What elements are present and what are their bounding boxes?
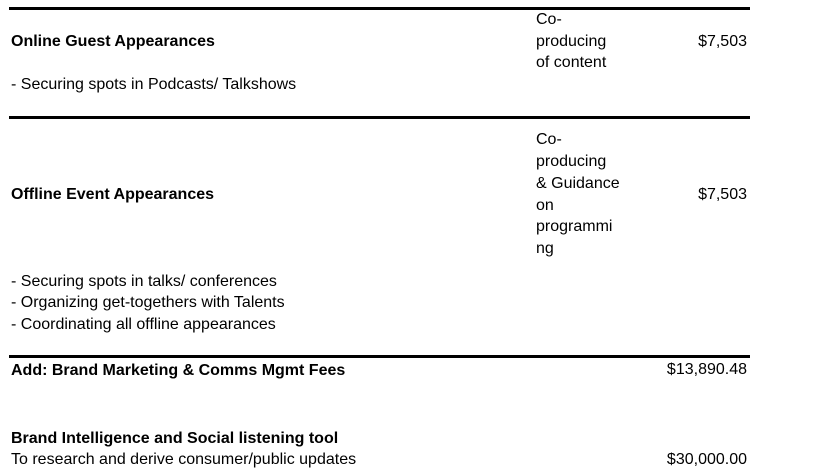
offline-scope-line: Co- [536, 131, 562, 148]
section-divider [9, 116, 750, 119]
top-divider [9, 7, 750, 10]
offline-scope-line: on [536, 197, 554, 214]
fees-amount: $13,890.48 [666, 361, 747, 378]
online-scope-line: producing [536, 33, 607, 50]
offline-bullet: - Organizing get-togethers with Talents [11, 294, 285, 311]
offline-section-title: Offline Event Appearances [11, 186, 215, 203]
offline-scope-line: ng [536, 240, 554, 257]
online-bullet: - Securing spots in Podcasts/ Talkshows [11, 76, 297, 93]
fees-title: Add: Brand Marketing & Comms Mgmt Fees [11, 362, 346, 379]
online-section-title: Online Guest Appearances [11, 33, 215, 50]
offline-bullet: - Coordinating all offline appearances [11, 316, 276, 333]
section-divider [9, 355, 750, 358]
tool-title: Brand Intelligence and Social listening tool [11, 430, 339, 447]
offline-scope-line: programmi [536, 218, 613, 235]
online-amount: $7,503 [698, 33, 747, 50]
offline-amount: $7,503 [698, 186, 747, 203]
offline-scope-line: & Guidance [536, 175, 620, 192]
online-scope-line: Co- [536, 11, 562, 28]
tool-description: To research and derive consumer/public updates [11, 451, 357, 468]
offline-bullet: - Securing spots in talks/ conferences [11, 273, 277, 290]
offline-scope-line: producing [536, 153, 607, 170]
tool-amount: $30,000.00 [666, 451, 747, 468]
online-scope-line: of content [536, 54, 607, 71]
